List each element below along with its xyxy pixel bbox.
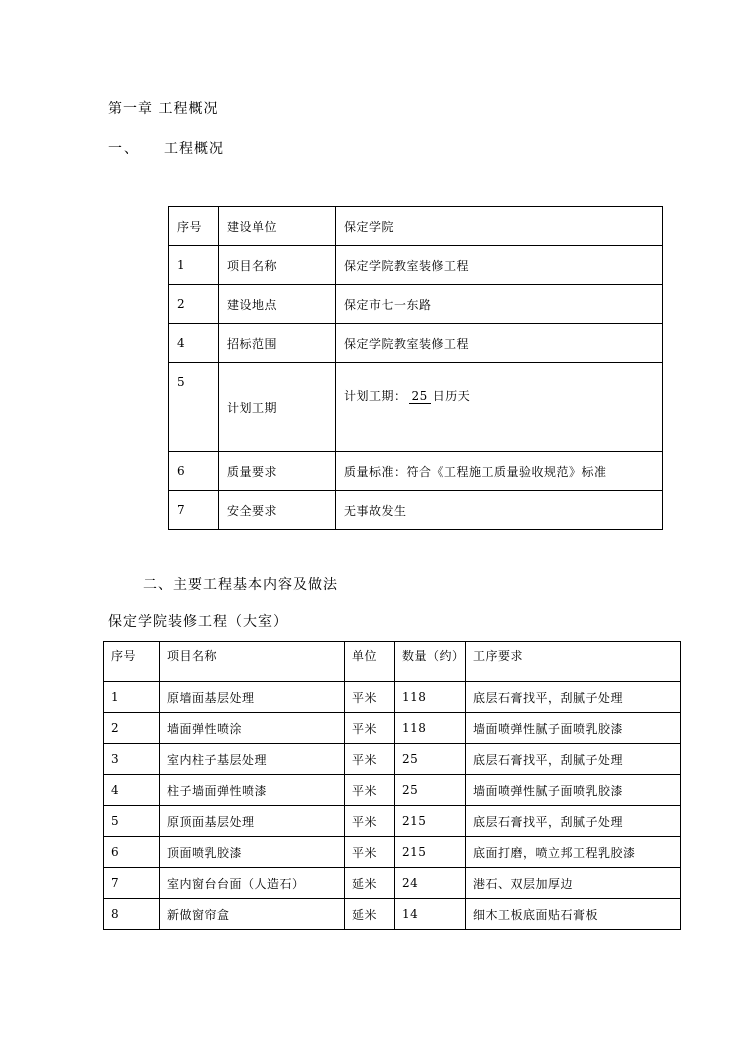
cell-num: 8 <box>104 899 160 930</box>
table-row <box>169 363 663 452</box>
table-row <box>104 868 681 899</box>
cell-item: 室内柱子基层处理 <box>160 744 345 775</box>
cell-item: 原顶面基层处理 <box>160 806 345 837</box>
cell-process: 底层石膏找平，刮腻子处理 <box>466 682 681 713</box>
column-header: 数量（约） <box>395 642 466 682</box>
cell-qty: 215 <box>395 806 466 837</box>
table-row <box>169 246 663 285</box>
column-header: 工序要求 <box>466 642 681 682</box>
cell-process: 墙面喷弹性腻子面喷乳胶漆 <box>466 775 681 806</box>
cell-qty: 215 <box>395 837 466 868</box>
row-value: 保定市七一东路 <box>336 285 663 324</box>
cell-unit: 延米 <box>345 899 395 930</box>
project-overview-table <box>168 206 663 530</box>
cell-process: 底层石膏找平，刮腻子处理 <box>466 806 681 837</box>
cell-process: 底层石膏找平，刮腻子处理 <box>466 744 681 775</box>
cell-item: 原墙面基层处理 <box>160 682 345 713</box>
cell-item: 柱子墙面弹性喷漆 <box>160 775 345 806</box>
table-row <box>104 682 681 713</box>
cell-num: 6 <box>104 837 160 868</box>
table-row <box>104 744 681 775</box>
table-row <box>169 324 663 363</box>
row-value: 无事故发生 <box>336 491 663 530</box>
column-header: 项目名称 <box>160 642 345 682</box>
cell-item: 室内窗台台面（人造石） <box>160 868 345 899</box>
row-num: 4 <box>169 324 219 363</box>
cell-item: 新做窗帘盒 <box>160 899 345 930</box>
cell-unit: 平米 <box>345 775 395 806</box>
cell-num: 1 <box>104 682 160 713</box>
row-label: 建设地点 <box>219 285 336 324</box>
table-row <box>104 806 681 837</box>
cell-unit: 平米 <box>345 806 395 837</box>
row-num: 7 <box>169 491 219 530</box>
section-title: 工程概况 <box>164 141 224 157</box>
cell-qty: 25 <box>395 744 466 775</box>
cell-unit: 平米 <box>345 682 395 713</box>
table-row <box>104 775 681 806</box>
cell-item: 顶面喷乳胶漆 <box>160 837 345 868</box>
table-row <box>169 285 663 324</box>
cell-process: 港石、双层加厚边 <box>466 868 681 899</box>
cell-num: 5 <box>104 806 160 837</box>
section2-title: 二、主要工程基本内容及做法 <box>143 577 338 593</box>
cell-unit: 平米 <box>345 744 395 775</box>
cell-unit: 平米 <box>345 837 395 868</box>
row-value: 保定学院教室装修工程 <box>336 324 663 363</box>
row-label: 项目名称 <box>219 246 336 285</box>
works-table <box>103 641 681 930</box>
cell-item: 墙面弹性喷涂 <box>160 713 345 744</box>
row-value: 保定学院教室装修工程 <box>336 246 663 285</box>
cell-num: 4 <box>104 775 160 806</box>
row-label: 质量要求 <box>219 452 336 491</box>
cell-num: 3 <box>104 744 160 775</box>
cell-qty: 118 <box>395 713 466 744</box>
column-header: 单位 <box>345 642 395 682</box>
cell-qty: 25 <box>395 775 466 806</box>
row-label: 招标范围 <box>219 324 336 363</box>
header-value: 保定学院 <box>336 207 663 246</box>
cell-process: 墙面喷弹性腻子面喷乳胶漆 <box>466 713 681 744</box>
cell-unit: 平米 <box>345 713 395 744</box>
table-header-row <box>104 642 681 682</box>
schedule-prefix: 计划工期： <box>344 389 407 403</box>
row-value <box>336 363 663 452</box>
cell-qty: 24 <box>395 868 466 899</box>
row-num: 1 <box>169 246 219 285</box>
schedule-days: 25 <box>409 389 431 404</box>
works-table-title: 保定学院装修工程（大室） <box>108 614 288 630</box>
chapter-title: 第一章 工程概况 <box>108 101 219 117</box>
cell-num: 7 <box>104 868 160 899</box>
section-number: 一、 <box>108 141 140 157</box>
table-row <box>169 491 663 530</box>
table-row <box>169 452 663 491</box>
header-num: 序号 <box>169 207 219 246</box>
cell-qty: 118 <box>395 682 466 713</box>
cell-process: 底面打磨，喷立邦工程乳胶漆 <box>466 837 681 868</box>
row-num: 2 <box>169 285 219 324</box>
table-row <box>104 837 681 868</box>
cell-process: 细木工板底面贴石膏板 <box>466 899 681 930</box>
schedule-suffix: 日历天 <box>432 389 471 403</box>
row-value: 质量标准：符合《工程施工质量验收规范》标准 <box>336 452 663 491</box>
table-row <box>104 713 681 744</box>
row-label: 计划工期 <box>219 363 336 452</box>
table-row <box>169 207 663 246</box>
row-label: 安全要求 <box>219 491 336 530</box>
table-row <box>104 899 681 930</box>
row-num: 6 <box>169 452 219 491</box>
cell-num: 2 <box>104 713 160 744</box>
header-label: 建设单位 <box>219 207 336 246</box>
cell-unit: 延米 <box>345 868 395 899</box>
row-num: 5 <box>169 363 219 452</box>
cell-qty: 14 <box>395 899 466 930</box>
column-header: 序号 <box>104 642 160 682</box>
